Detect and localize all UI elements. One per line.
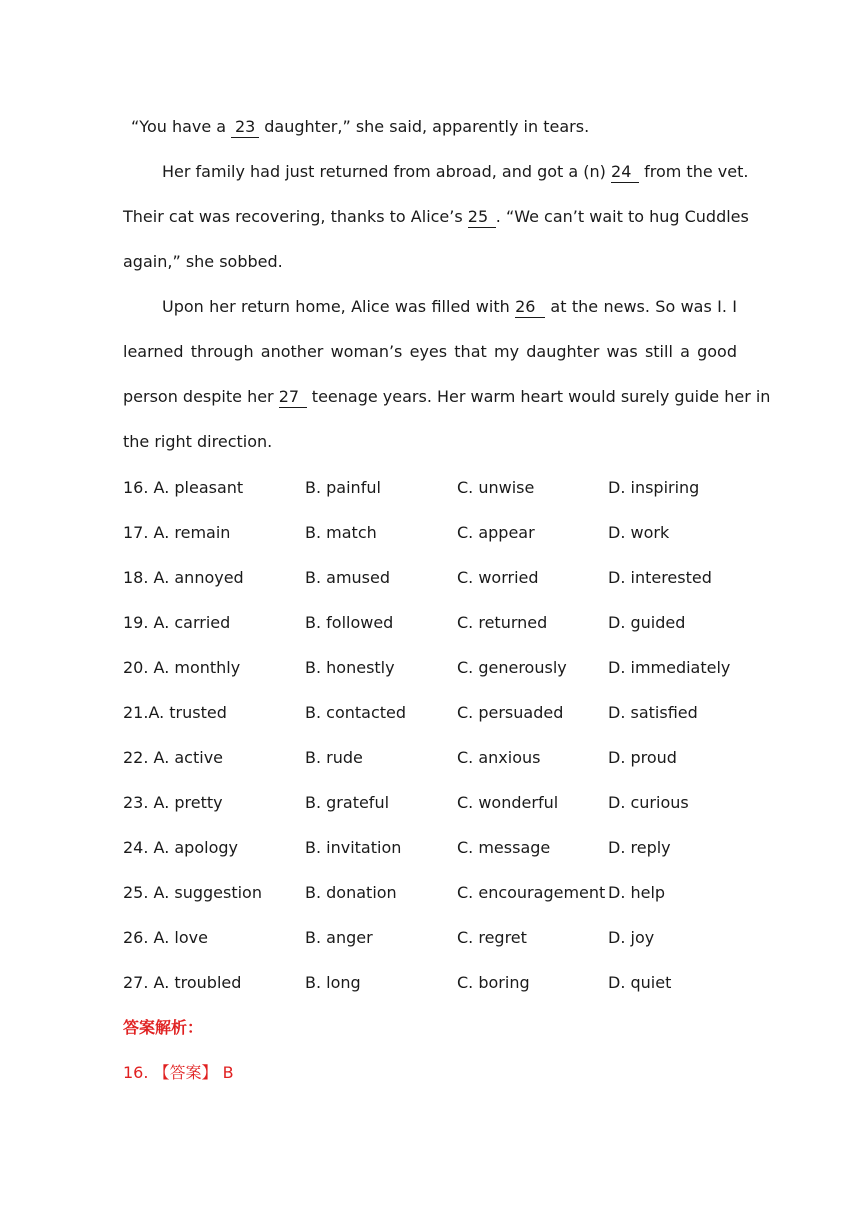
option-b: B. anger — [305, 928, 373, 947]
option-d: D. curious — [608, 793, 689, 812]
blank-24: 24 — [611, 162, 639, 183]
option-a: 27. A. troubled — [123, 973, 242, 992]
answer-16: 16. 【答案】 B — [123, 1063, 234, 1082]
option-c: C. boring — [457, 973, 530, 992]
option-a: 19. A. carried — [123, 613, 231, 632]
option-c: C. persuaded — [457, 703, 564, 722]
blank-23: 23 — [231, 117, 259, 138]
option-a: 24. A. apology — [123, 838, 238, 857]
option-c: C. wonderful — [457, 793, 559, 812]
passage-line — [123, 295, 737, 319]
text-segment: Their cat was recovering, thanks to Alice’s — [123, 207, 468, 226]
passage-line — [131, 115, 745, 139]
question-row — [123, 611, 737, 635]
option-c: C. generously — [457, 658, 567, 677]
text-segment: person despite her — [123, 387, 279, 406]
option-d: D. joy — [608, 928, 655, 947]
blank-26: 26 — [515, 297, 545, 318]
option-b: B. followed — [305, 613, 394, 632]
option-a: 18. A. annoyed — [123, 568, 244, 587]
text-segment: . “We can’t wait to hug Cuddles — [495, 207, 749, 226]
option-b: B. contacted — [305, 703, 407, 722]
option-d: D. inspiring — [608, 478, 700, 497]
text-segment: teenage years. Her warm heart would surely guide her in — [306, 387, 771, 406]
option-a: 22. A. active — [123, 748, 223, 767]
option-b: B. honestly — [305, 658, 395, 677]
text-segment: Upon her return home, Alice was filled with — [162, 297, 516, 316]
passage-line: the right direction. — [123, 432, 273, 451]
text-segment: daughter,” she said, apparently in tears. — [259, 117, 590, 136]
option-b: B. long — [305, 973, 361, 992]
text-segment: at the news. So was I. I — [545, 297, 738, 316]
option-d: D. work — [608, 523, 670, 542]
passage-line — [123, 205, 749, 229]
question-row — [123, 566, 737, 590]
option-c: C. regret — [457, 928, 527, 947]
option-b: B. invitation — [305, 838, 402, 857]
option-b: B. painful — [305, 478, 381, 497]
option-a: 16. A. pleasant — [123, 478, 244, 497]
question-row — [123, 836, 737, 860]
question-row — [123, 971, 737, 995]
option-a: 26. A. love — [123, 928, 208, 947]
passage-line — [123, 385, 771, 409]
option-b: B. amused — [305, 568, 391, 587]
blank-25: 25 — [468, 207, 496, 228]
option-a: 20. A. monthly — [123, 658, 241, 677]
option-b: B. donation — [305, 883, 397, 902]
question-row — [123, 926, 737, 950]
answer-heading: 答案解析： — [123, 1018, 204, 1037]
option-d: D. quiet — [608, 973, 672, 992]
option-c: C. appear — [457, 523, 535, 542]
option-d: D. immediately — [608, 658, 731, 677]
passage-line: learned through another woman’s eyes that my daughter was still a good — [123, 342, 737, 361]
option-d: D. proud — [608, 748, 677, 767]
question-row — [123, 521, 737, 545]
option-c: C. returned — [457, 613, 548, 632]
option-d: D. interested — [608, 568, 712, 587]
option-c: C. encouragement — [457, 883, 606, 902]
option-a: 25. A. suggestion — [123, 883, 262, 902]
option-b: B. rude — [305, 748, 363, 767]
option-d: D. reply — [608, 838, 671, 857]
text-segment: “You have a — [131, 117, 232, 136]
question-row — [123, 476, 737, 500]
text-segment: Her family had just returned from abroad, and got a (n) — [162, 162, 612, 181]
option-c: C. message — [457, 838, 551, 857]
question-row — [123, 701, 737, 725]
option-d: D. help — [608, 883, 666, 902]
question-row — [123, 881, 737, 905]
option-c: C. anxious — [457, 748, 541, 767]
option-a: 23. A. pretty — [123, 793, 223, 812]
blank-27: 27 — [279, 387, 307, 408]
passage-line — [123, 160, 749, 184]
option-d: D. satisfied — [608, 703, 698, 722]
option-a: 21.A. trusted — [123, 703, 227, 722]
option-a: 17. A. remain — [123, 523, 231, 542]
question-row — [123, 746, 737, 770]
option-d: D. guided — [608, 613, 686, 632]
text-segment: from the vet. — [639, 162, 749, 181]
question-row — [123, 656, 737, 680]
option-b: B. match — [305, 523, 377, 542]
option-c: C. unwise — [457, 478, 535, 497]
passage-line: again,” she sobbed. — [123, 252, 283, 271]
option-c: C. worried — [457, 568, 539, 587]
question-row — [123, 791, 737, 815]
option-b: B. grateful — [305, 793, 390, 812]
